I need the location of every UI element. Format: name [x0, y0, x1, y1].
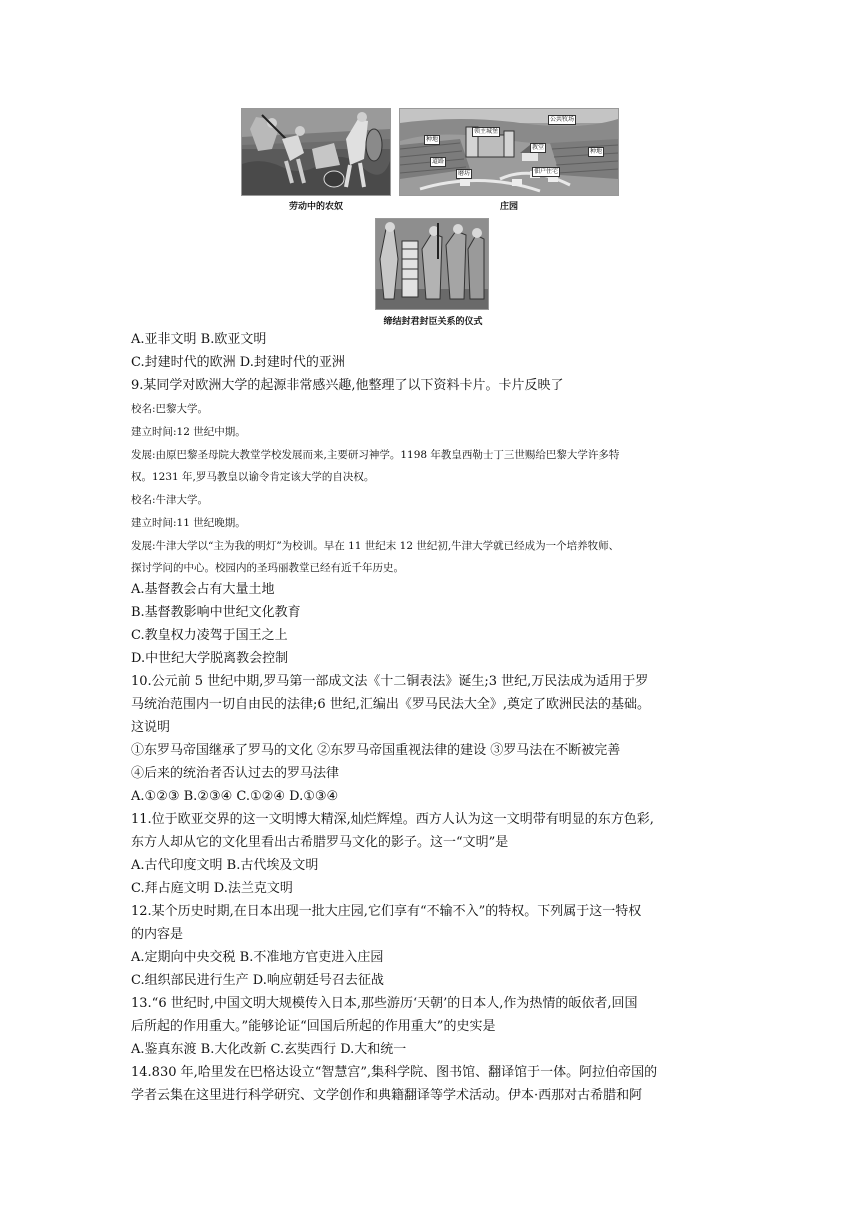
manor-caption: 庄园	[499, 202, 518, 212]
q9-option-a: A.基督教会占有大量土地	[131, 582, 275, 597]
manor-label-field-right: 种地	[590, 148, 603, 155]
card1-development-2: 权。1231 年,罗马教皇以谕令肯定该大学的自决权。	[131, 471, 375, 483]
manor-label-tenant-houses: 佃户住宅	[534, 168, 559, 175]
q13-stem-1: 13.“6 世纪时,中国文明大规模传入日本,那些游历‘天朝’的日本人,作为热情的皈依者,回国	[131, 996, 638, 1011]
q12-stem-1: 12.某个历史时期,在日本出现一批大庄园,它们享有“不输不入”的特权。下列属于这一特权	[131, 904, 642, 919]
q10-statements-2: ④后来的统治者否认过去的罗马法律	[131, 766, 340, 781]
q12-options-ab: A.定期向中央交税 B.不准地方官吏进入庄园	[131, 950, 384, 965]
card1-name: 校名:巴黎大学。	[131, 403, 209, 415]
q11-options-ab: A.古代印度文明 B.古代埃及文明	[131, 858, 319, 873]
serfs-caption: 劳动中的农奴	[288, 202, 343, 212]
manor-image-icon	[400, 109, 618, 195]
q14-stem-2: 学者云集在这里进行科学研究、文学创作和典籍翻译等学术活动。伊本·西那对古希腊和阿	[131, 1088, 643, 1103]
manor-label-field-left: 种地	[426, 136, 439, 143]
ceremony-illustration	[375, 218, 489, 310]
q10-stem-3: 这说明	[131, 720, 171, 735]
ceremony-caption: 缔结封君封臣关系的仪式	[383, 317, 483, 327]
q11-options-cd: C.拜占庭文明 D.法兰克文明	[131, 881, 293, 896]
manor-figure	[399, 108, 619, 218]
q11-stem-1: 11.位于欧亚交界的这一文明博大精深,灿烂辉煌。西方人认为这一文明带有明显的东方色彩,	[131, 812, 654, 827]
manor-label-mill: 磨坊	[458, 170, 471, 177]
q9-stem: 9.某同学对欧洲大学的起源非常感兴趣,他整理了以下资料卡片。卡片反映了	[131, 378, 564, 393]
ceremony-image-icon	[376, 219, 488, 309]
serfs-image-icon	[242, 109, 390, 195]
serfs-illustration	[241, 108, 391, 196]
card1-development-1: 发展:由原巴黎圣母院大教堂学校发展而来,主要研习神学。1198 年教皇西勒士丁三世赐给巴黎大学许多特	[131, 449, 620, 461]
q10-stem-2: 马统治范围内一切自由民的法律;6 世纪,汇编出《罗马民法大全》,奠定了欧洲民法的基础。	[131, 697, 651, 712]
q8-options-ab: A.亚非文明 B.欧亚文明	[131, 332, 267, 347]
card2-development-2: 探讨学问的中心。校园内的圣玛丽教堂已经有近千年历史。	[131, 562, 404, 574]
q10-options: A.①②③ B.②③④ C.①②④ D.①③④	[131, 789, 339, 804]
q13-options: A.鉴真东渡 B.大化改新 C.玄奘西行 D.大和统一	[131, 1042, 407, 1057]
q9-option-d: D.中世纪大学脱离教会控制	[131, 651, 289, 666]
card2-name: 校名:牛津大学。	[131, 494, 209, 506]
q10-stem-1: 10.公元前 5 世纪中期,罗马第一部成文法《十二铜表法》诞生;3 世纪,万民法成为适用于罗	[131, 674, 649, 689]
serfs-figure	[241, 108, 391, 218]
manor-label-castle: 领主城堡	[474, 128, 499, 135]
q9-option-c: C.教皇权力凌驾于国王之上	[131, 628, 288, 643]
q12-options-cd: C.组织部民进行生产 D.响应朝廷号召去征战	[131, 973, 384, 988]
manor-label-road: 道路	[432, 158, 445, 165]
card2-development-1: 发展:牛津大学以“主为我的明灯”为校训。早在 11 世纪末 12 世纪初,牛津大学就已经成为一个培养牧师、	[131, 540, 620, 552]
manor-label-church: 教堂	[532, 144, 545, 151]
q13-stem-2: 后所起的作用重大。”能够论证“回国后所起的作用重大”的史实是	[131, 1019, 496, 1034]
q11-stem-2: 东方人却从它的文化里看出古希腊罗马文化的影子。这一“文明”是	[131, 835, 509, 850]
card1-time: 建立时间:12 世纪中期。	[131, 426, 246, 438]
q12-stem-2: 的内容是	[131, 927, 184, 942]
card2-time: 建立时间:11 世纪晚期。	[131, 517, 246, 529]
q14-stem-1: 14.830 年,哈里发在巴格达设立“智慧宫”,集科学院、图书馆、翻译馆于一体。阿拉伯帝国的	[131, 1065, 658, 1080]
q9-option-b: B.基督教影响中世纪文化教育	[131, 605, 301, 620]
ceremony-figure	[358, 218, 508, 328]
q10-statements-1: ①东罗马帝国继承了罗马的文化 ②东罗马帝国重视法律的建设 ③罗马法在不断被完善	[131, 743, 621, 758]
q8-options-cd: C.封建时代的欧洲 D.封建时代的亚洲	[131, 355, 345, 370]
manor-label-pasture: 公共牧场	[550, 116, 575, 123]
manor-map	[399, 108, 619, 196]
